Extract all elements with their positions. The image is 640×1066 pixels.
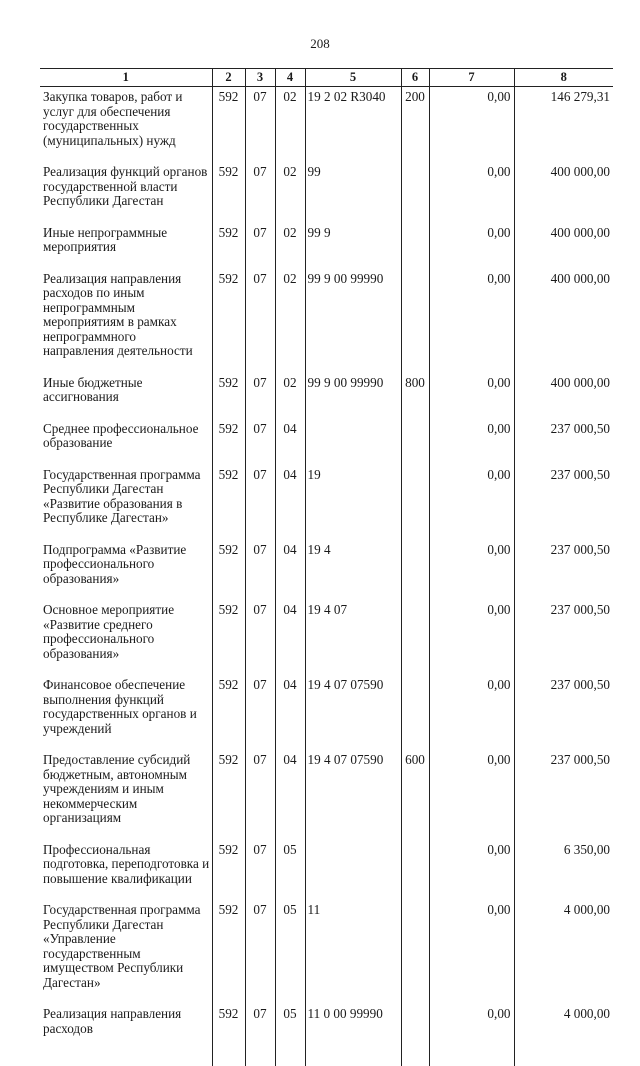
target-article-cell	[305, 840, 401, 901]
subsection-cell: 05	[275, 1004, 305, 1066]
row-name-cell: Профессиональная подготовка, переподготовка и повышение квалификации	[40, 840, 212, 901]
row-name-cell: Реализация направления расходов по иным непрограммным мероприятиям в рамках непрограммного направления деятельности	[40, 269, 212, 373]
target-article-cell: 99	[305, 162, 401, 223]
section-cell: 07	[245, 87, 275, 163]
section-cell: 07	[245, 750, 275, 840]
row-name-cell: Реализация функций органов государственной власти Республики Дагестан	[40, 162, 212, 223]
expense-type-cell	[401, 600, 429, 675]
table-row	[40, 465, 613, 540]
section-cell: 07	[245, 223, 275, 269]
section-cell: 07	[245, 840, 275, 901]
code-cell: 592	[212, 269, 245, 373]
expense-type-cell	[401, 900, 429, 1004]
amount-cell: 0,00	[429, 373, 514, 419]
target-article-cell	[305, 419, 401, 465]
expense-type-cell: 600	[401, 750, 429, 840]
amount-cell: 6 350,00	[514, 840, 613, 901]
table-row	[40, 600, 613, 675]
amount-cell: 4 000,00	[514, 1004, 613, 1066]
amount-cell: 400 000,00	[514, 269, 613, 373]
amount-cell: 0,00	[429, 162, 514, 223]
amount-cell: 0,00	[429, 269, 514, 373]
target-article-cell: 19	[305, 465, 401, 540]
amount-cell: 0,00	[429, 600, 514, 675]
table-row	[40, 840, 613, 901]
target-article-cell: 19 4 07 07590	[305, 750, 401, 840]
table-row	[40, 223, 613, 269]
subsection-cell: 04	[275, 600, 305, 675]
target-article-cell: 99 9	[305, 223, 401, 269]
code-cell: 592	[212, 419, 245, 465]
row-name-cell: Подпрограмма «Развитие профессионального образования»	[40, 540, 212, 601]
page-number: 208	[0, 36, 640, 52]
expense-type-cell	[401, 540, 429, 601]
section-cell: 07	[245, 600, 275, 675]
amount-cell: 400 000,00	[514, 373, 613, 419]
row-name-cell: Среднее профессиональное образование	[40, 419, 212, 465]
section-cell: 07	[245, 373, 275, 419]
column-header: 6	[401, 69, 429, 87]
amount-cell: 0,00	[429, 750, 514, 840]
target-article-cell: 99 9 00 99990	[305, 373, 401, 419]
code-cell: 592	[212, 465, 245, 540]
code-cell: 592	[212, 162, 245, 223]
target-article-cell: 19 4 07	[305, 600, 401, 675]
expense-type-cell	[401, 840, 429, 901]
subsection-cell: 02	[275, 87, 305, 163]
code-cell: 592	[212, 540, 245, 601]
table-row	[40, 419, 613, 465]
section-cell: 07	[245, 540, 275, 601]
subsection-cell: 04	[275, 675, 305, 750]
row-name-cell: Государственная программа Республики Дагестан «Развитие образования в Республике Дагестан»	[40, 465, 212, 540]
code-cell: 592	[212, 900, 245, 1004]
code-cell: 592	[212, 675, 245, 750]
table-row	[40, 87, 613, 163]
amount-cell: 237 000,50	[514, 540, 613, 601]
code-cell: 592	[212, 840, 245, 901]
amount-cell: 0,00	[429, 465, 514, 540]
subsection-cell: 04	[275, 540, 305, 601]
row-name-cell: Иные непрограммные мероприятия	[40, 223, 212, 269]
amount-cell: 237 000,50	[514, 419, 613, 465]
table-row	[40, 373, 613, 419]
code-cell: 592	[212, 1004, 245, 1066]
row-name-cell: Государственная программа Республики Дагестан «Управление государственным имуществом Республики Дагестан»	[40, 900, 212, 1004]
section-cell: 07	[245, 465, 275, 540]
section-cell: 07	[245, 1004, 275, 1066]
subsection-cell: 02	[275, 373, 305, 419]
section-cell: 07	[245, 419, 275, 465]
code-cell: 592	[212, 223, 245, 269]
expense-type-cell	[401, 1004, 429, 1066]
amount-cell: 237 000,50	[514, 600, 613, 675]
target-article-cell: 19 4	[305, 540, 401, 601]
column-header: 3	[245, 69, 275, 87]
row-name-cell: Реализация направления расходов	[40, 1004, 212, 1066]
amount-cell: 4 000,00	[514, 900, 613, 1004]
table-row	[40, 269, 613, 373]
expense-type-cell	[401, 465, 429, 540]
target-article-cell: 99 9 00 99990	[305, 269, 401, 373]
amount-cell: 0,00	[429, 1004, 514, 1066]
column-header: 7	[429, 69, 514, 87]
table-row	[40, 750, 613, 840]
row-name-cell: Предоставление субсидий бюджетным, автономным учреждениям и иным некоммерческим организациям	[40, 750, 212, 840]
amount-cell: 0,00	[429, 900, 514, 1004]
table-row	[40, 162, 613, 223]
target-article-cell: 19 2 02 R3040	[305, 87, 401, 163]
table-row	[40, 900, 613, 1004]
amount-cell: 237 000,50	[514, 465, 613, 540]
expense-type-cell: 800	[401, 373, 429, 419]
column-header: 8	[514, 69, 613, 87]
expense-type-cell	[401, 419, 429, 465]
header-row	[40, 69, 613, 87]
subsection-cell: 04	[275, 750, 305, 840]
subsection-cell: 02	[275, 269, 305, 373]
code-cell: 592	[212, 600, 245, 675]
section-cell: 07	[245, 269, 275, 373]
expense-type-cell	[401, 223, 429, 269]
column-header: 2	[212, 69, 245, 87]
code-cell: 592	[212, 750, 245, 840]
expense-type-cell: 200	[401, 87, 429, 163]
table-row	[40, 540, 613, 601]
expense-type-cell	[401, 162, 429, 223]
code-cell: 592	[212, 373, 245, 419]
column-header: 5	[305, 69, 401, 87]
amount-cell: 237 000,50	[514, 750, 613, 840]
target-article-cell: 19 4 07 07590	[305, 675, 401, 750]
table-row	[40, 1004, 613, 1066]
subsection-cell: 04	[275, 465, 305, 540]
expense-type-cell	[401, 675, 429, 750]
amount-cell: 0,00	[429, 419, 514, 465]
section-cell: 07	[245, 162, 275, 223]
subsection-cell: 05	[275, 840, 305, 901]
column-header: 1	[40, 69, 212, 87]
section-cell: 07	[245, 675, 275, 750]
table-body	[40, 87, 613, 1066]
amount-cell: 237 000,50	[514, 675, 613, 750]
amount-cell: 146 279,31	[514, 87, 613, 163]
column-header: 4	[275, 69, 305, 87]
row-name-cell: Основное мероприятие «Развитие среднего профессионального образования»	[40, 600, 212, 675]
budget-table	[40, 68, 613, 1066]
expense-type-cell	[401, 269, 429, 373]
amount-cell: 400 000,00	[514, 162, 613, 223]
section-cell: 07	[245, 900, 275, 1004]
row-name-cell: Иные бюджетные ассигнования	[40, 373, 212, 419]
subsection-cell: 04	[275, 419, 305, 465]
subsection-cell: 05	[275, 900, 305, 1004]
row-name-cell: Закупка товаров, работ и услуг для обеспечения государственных (муниципальных) нужд	[40, 87, 212, 163]
amount-cell: 0,00	[429, 840, 514, 901]
table-row	[40, 675, 613, 750]
target-article-cell: 11 0 00 99990	[305, 1004, 401, 1066]
amount-cell: 0,00	[429, 87, 514, 163]
subsection-cell: 02	[275, 223, 305, 269]
amount-cell: 0,00	[429, 675, 514, 750]
code-cell: 592	[212, 87, 245, 163]
target-article-cell: 11	[305, 900, 401, 1004]
row-name-cell: Финансовое обеспечение выполнения функций государственных органов и учреждений	[40, 675, 212, 750]
subsection-cell: 02	[275, 162, 305, 223]
amount-cell: 0,00	[429, 540, 514, 601]
amount-cell: 400 000,00	[514, 223, 613, 269]
amount-cell: 0,00	[429, 223, 514, 269]
